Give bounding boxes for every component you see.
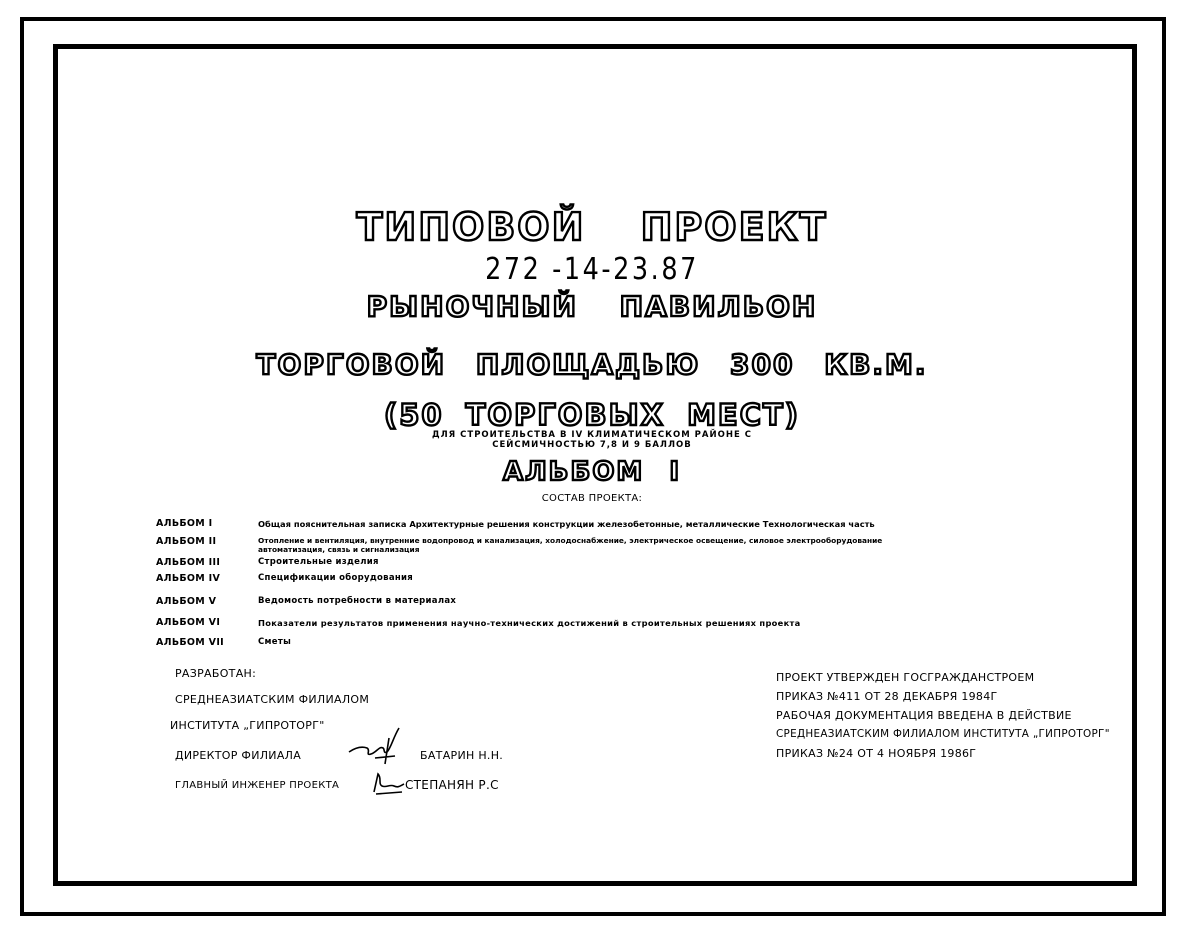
album-label: АЛЬБОМ I: [156, 518, 213, 529]
developer-line: ИНСТИТУТА „ГИПРОТОРГ": [170, 719, 325, 732]
director-signature-icon: [345, 718, 405, 768]
project-name-line3: (50 ТОРГОВЫХ МЕСТ): [383, 398, 801, 432]
album-text: Отопление и вентиляция, внутренние водопровод и канализация, холодоснабжение, электрическое освещение, силовое электрооборудование: [258, 536, 883, 545]
album-heading: АЛЬБОМ I: [502, 457, 682, 487]
album-text: Ведомость потребности в материалах: [258, 596, 457, 606]
album-text: Спецификации оборудования: [258, 573, 414, 583]
engineer-role: ГЛАВНЫЙ ИНЖЕНЕР ПРОЕКТА: [175, 780, 340, 791]
developer-line: СРЕДНЕАЗИАТСКИМ ФИЛИАЛОМ: [175, 693, 370, 706]
album-text: Общая пояснительная записка Архитектурные решения конструкции железобетонные, металлические Технологическая часть: [258, 519, 875, 529]
album-label: АЛЬБОМ IV: [156, 573, 221, 584]
project-note-line1: ДЛЯ СТРОИТЕЛЬСТВА В IV КЛИМАТИЧЕСКОМ РАЙОНЕ С: [432, 430, 752, 440]
developer-line: РАЗРАБОТАН:: [175, 667, 257, 680]
approval-line: ПРИКАЗ №24 ОТ 4 НОЯБРЯ 1986Г: [776, 747, 977, 760]
engineer-name: СТЕПАНЯН Р.С: [405, 778, 499, 792]
album-label: АЛЬБОМ VII: [156, 637, 224, 648]
approval-line: СРЕДНЕАЗИАТСКИМ ФИЛИАЛОМ ИНСТИТУТА „ГИПРОТОРГ": [776, 728, 1110, 740]
album-text-continued: автоматизация, связь и сигнализация: [258, 545, 420, 554]
engineer-signature-icon: [368, 770, 406, 798]
album-text: Сметы: [258, 637, 292, 647]
approval-line: ПРИКАЗ №411 ОТ 28 ДЕКАБРЯ 1984Г: [776, 690, 998, 703]
approval-line: ПРОЕКТ УТВЕРЖДЕН ГОСГРАЖДАНСТРОЕМ: [776, 671, 1035, 684]
album-text: Показатели результатов применения научно-технических достижений в строительных решениях проекта: [258, 618, 801, 628]
approval-line: РАБОЧАЯ ДОКУМЕНТАЦИЯ ВВЕДЕНА В ДЕЙСТВИЕ: [776, 709, 1072, 722]
album-label: АЛЬБОМ VI: [156, 617, 221, 628]
project-name-line2: ТОРГОВОЙ ПЛОЩАДЬЮ 300 КВ.М.: [256, 348, 928, 381]
album-label: АЛЬБОМ V: [156, 596, 217, 607]
document-title: ТИПОВОЙ ПРОЕКТ: [356, 205, 828, 249]
composition-heading: СОСТАВ ПРОЕКТА:: [541, 493, 643, 504]
director-role: ДИРЕКТОР ФИЛИАЛА: [175, 749, 302, 762]
project-name-line1: РЫНОЧНЫЙ ПАВИЛЬОН: [366, 290, 818, 323]
director-name: БАТАРИН Н.Н.: [420, 749, 504, 762]
album-label: АЛЬБОМ III: [156, 557, 221, 568]
project-number: 272 -14-23.87: [485, 252, 699, 287]
album-text: Строительные изделия: [258, 557, 379, 567]
project-note-line2: СЕЙСМИЧНОСТЬЮ 7,8 И 9 БАЛЛОВ: [492, 440, 692, 450]
album-label: АЛЬБОМ II: [156, 536, 217, 547]
